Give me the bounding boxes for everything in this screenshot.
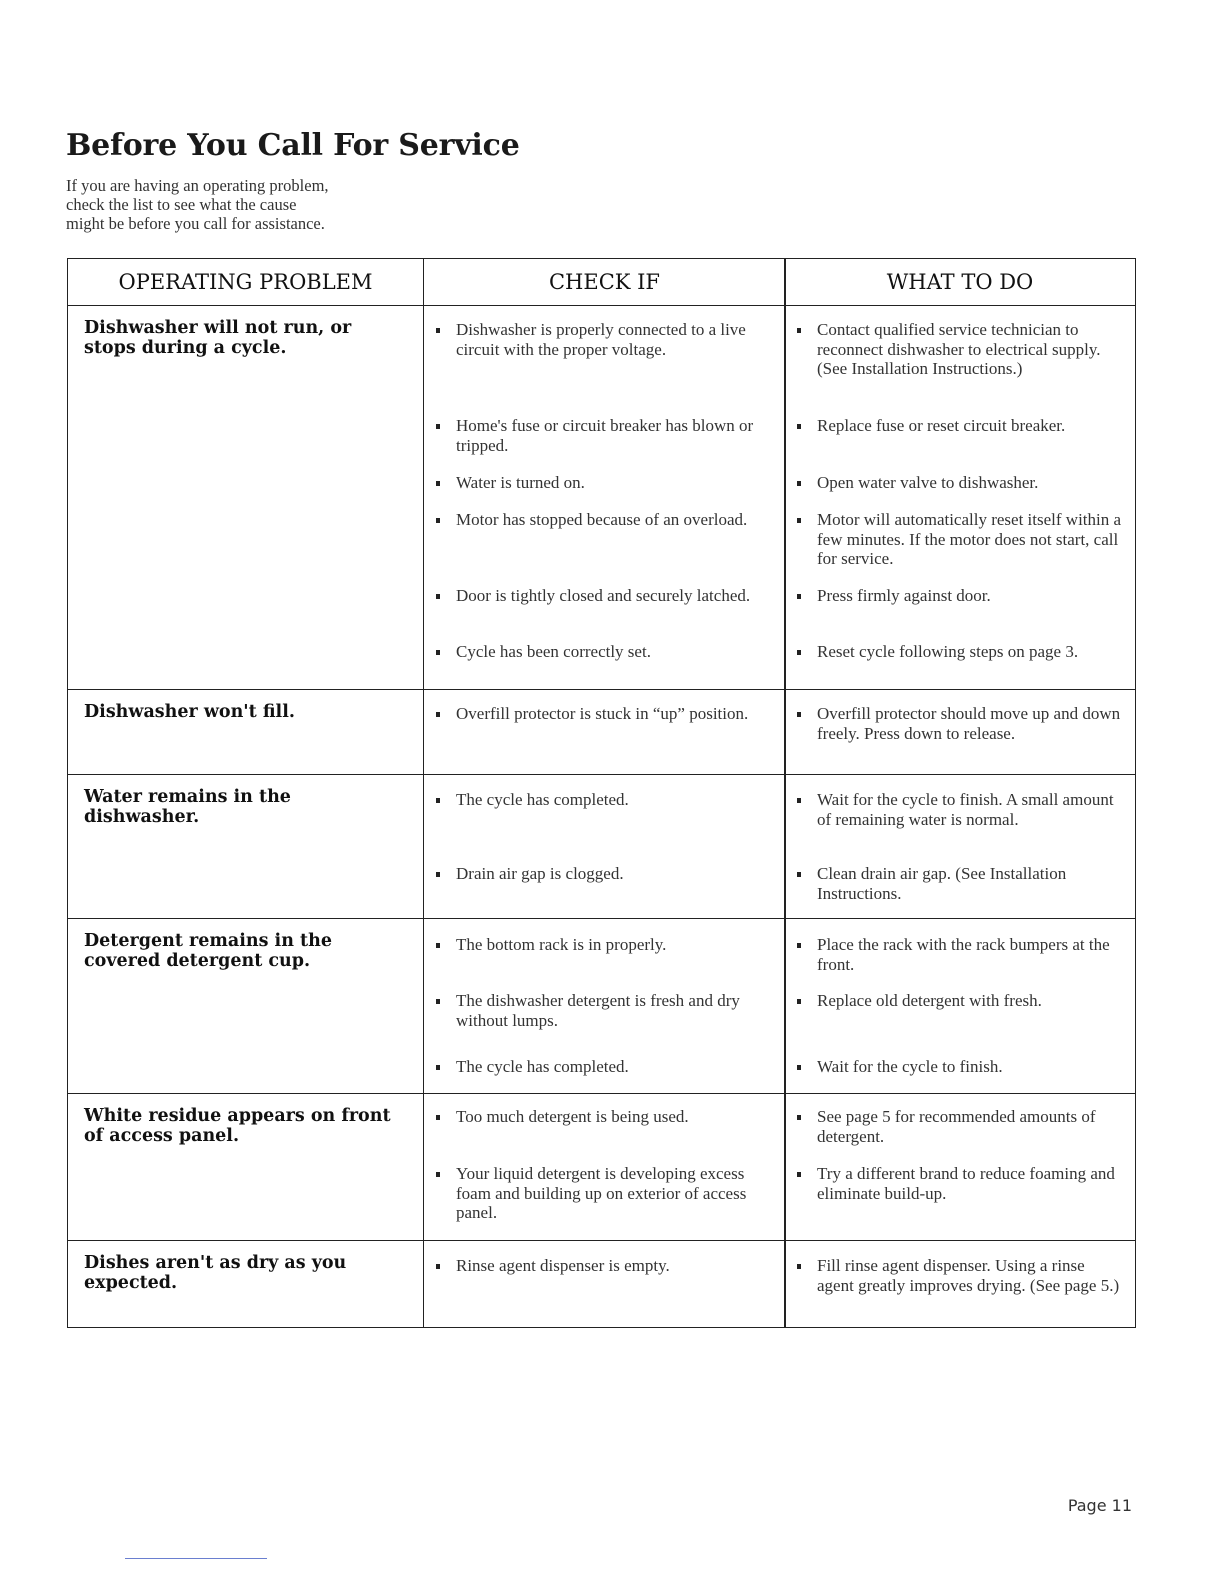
bullet-icon (436, 594, 440, 599)
list-item (424, 510, 1135, 569)
table-row (68, 690, 1136, 775)
pairs-cell (424, 306, 1136, 690)
todo-text: Replace old detergent with fresh. (817, 991, 1042, 1010)
todo-text: Clean drain air gap. (See Installation Instructions. (817, 864, 1067, 903)
bullet-icon (797, 872, 801, 877)
problem-cell (68, 919, 424, 1094)
problem-text: Dishwasher won't fill. (84, 702, 295, 722)
check-text: Home's fuse or circuit breaker has blown or tripped. (456, 416, 754, 455)
todo-text: Overfill protector should move up and down freely. Press down to release. (817, 704, 1121, 743)
table-row (68, 1094, 1136, 1241)
header-check-if: CHECK IF (548, 270, 660, 294)
bullet-icon (436, 328, 440, 333)
footer-rule (125, 1558, 267, 1559)
list-item (424, 1256, 1135, 1295)
check-text: The dishwasher detergent is fresh and dry without lumps. (456, 991, 740, 1030)
todo-text: Replace fuse or reset circuit breaker. (817, 416, 1066, 435)
bullet-icon (436, 872, 440, 877)
header-pair (424, 259, 1136, 306)
bullet-icon (436, 999, 440, 1004)
bullet-icon (436, 943, 440, 948)
check-text: Water is turned on. (456, 473, 585, 492)
list-item (424, 991, 1135, 1030)
todo-text: Fill rinse agent dispenser. Using a rinse agent greatly improves drying. (See page 5.) (817, 1256, 1120, 1295)
problem-cell (68, 1241, 424, 1328)
todo-text: Reset cycle following steps on page 3. (817, 642, 1079, 661)
bullet-icon (797, 1172, 801, 1177)
check-text: Overfill protector is stuck in “up” position. (456, 704, 749, 723)
check-text: Your liquid detergent is developing excess foam and building up on exterior of access panel. (456, 1164, 747, 1222)
bullet-icon (797, 328, 801, 333)
check-text: The cycle has completed. (456, 790, 629, 809)
problem-cell (68, 306, 424, 690)
troubleshooting-table (67, 258, 1136, 1328)
bullet-icon (797, 481, 801, 486)
problem-text: Detergent remains in the covered detergent cup. (84, 931, 332, 971)
header-row (68, 259, 1136, 306)
bullet-icon (797, 999, 801, 1004)
intro-line: If you are having an operating problem, (66, 176, 329, 195)
list-item (424, 1057, 1135, 1077)
bullet-icon (797, 650, 801, 655)
table-row (68, 306, 1136, 690)
list-item (424, 416, 1135, 455)
check-text: Cycle has been correctly set. (456, 642, 651, 661)
todo-text: Wait for the cycle to finish. (817, 1057, 1003, 1076)
todo-text: Open water valve to dishwasher. (817, 473, 1039, 492)
problem-text: Water remains in the dishwasher. (84, 787, 291, 827)
pairs-cell (424, 775, 1136, 919)
list-item (424, 642, 1135, 662)
table-row (68, 775, 1136, 919)
todo-text: Place the rack with the rack bumpers at the front. (817, 935, 1110, 974)
pairs-cell (424, 1094, 1136, 1241)
table-row (68, 1241, 1136, 1328)
list-item (424, 864, 1135, 903)
bullet-icon (797, 424, 801, 429)
check-text: Door is tightly closed and securely latched. (456, 586, 751, 605)
todo-text: Motor will automatically reset itself within a few minutes. If the motor does not start, call for service. (817, 510, 1122, 568)
bullet-icon (436, 798, 440, 803)
intro-text (66, 176, 426, 233)
bullet-icon (436, 650, 440, 655)
intro-line: might be before you call for assistance. (66, 214, 325, 233)
bullet-icon (797, 1115, 801, 1120)
list-item (424, 704, 1135, 743)
bullet-icon (436, 712, 440, 717)
list-item (424, 1164, 1135, 1223)
check-text: The cycle has completed. (456, 1057, 629, 1076)
table-row (68, 919, 1136, 1094)
todo-text: Contact qualified service technician to reconnect dishwasher to electrical supply. (See Installation Instructions.) (817, 320, 1101, 378)
list-item (424, 320, 1135, 379)
bullet-icon (436, 481, 440, 486)
bullet-icon (797, 594, 801, 599)
problem-cell (68, 690, 424, 775)
problem-text: Dishes aren't as dry as you expected. (84, 1253, 347, 1293)
bullet-icon (436, 1065, 440, 1070)
bullet-icon (436, 518, 440, 523)
pairs-cell (424, 1241, 1136, 1328)
check-text: Motor has stopped because of an overload. (456, 510, 748, 529)
bullet-icon (797, 798, 801, 803)
problem-cell (68, 775, 424, 919)
check-text: The bottom rack is in properly. (456, 935, 667, 954)
todo-text: Try a different brand to reduce foaming and eliminate build-up. (817, 1164, 1115, 1203)
bullet-icon (797, 1065, 801, 1070)
bullet-icon (797, 943, 801, 948)
header-operating-problem: OPERATING PROBLEM (68, 259, 424, 306)
bullet-icon (797, 712, 801, 717)
page-number: Page 11 (1067, 1496, 1132, 1515)
todo-text: See page 5 for recommended amounts of detergent. (817, 1107, 1096, 1146)
list-item (424, 473, 1135, 493)
list-item (424, 935, 1135, 974)
pairs-cell (424, 919, 1136, 1094)
bullet-icon (436, 1172, 440, 1177)
check-text: Dishwasher is properly connected to a live circuit with the proper voltage. (456, 320, 746, 359)
list-item (424, 790, 1135, 829)
header-what-to-do: WHAT TO DO (886, 270, 1034, 294)
problem-text: White residue appears on front of access panel. (84, 1106, 391, 1146)
list-item (424, 1107, 1135, 1146)
check-text: Drain air gap is clogged. (456, 864, 624, 883)
problem-text: Dishwasher will not run, or stops during a cycle. (84, 318, 352, 358)
check-text: Rinse agent dispenser is empty. (456, 1256, 670, 1275)
bullet-icon (436, 1115, 440, 1120)
bullet-icon (797, 518, 801, 523)
todo-text: Press firmly against door. (817, 586, 991, 605)
bullet-icon (436, 1264, 440, 1269)
check-text: Too much detergent is being used. (456, 1107, 689, 1126)
bullet-icon (797, 1264, 801, 1269)
problem-cell (68, 1094, 424, 1241)
intro-line: check the list to see what the cause (66, 195, 297, 214)
bullet-icon (436, 424, 440, 429)
page-title: Before You Call For Service (66, 128, 520, 163)
list-item (424, 586, 1135, 606)
todo-text: Wait for the cycle to finish. A small amount of remaining water is normal. (817, 790, 1114, 829)
pairs-cell (424, 690, 1136, 775)
